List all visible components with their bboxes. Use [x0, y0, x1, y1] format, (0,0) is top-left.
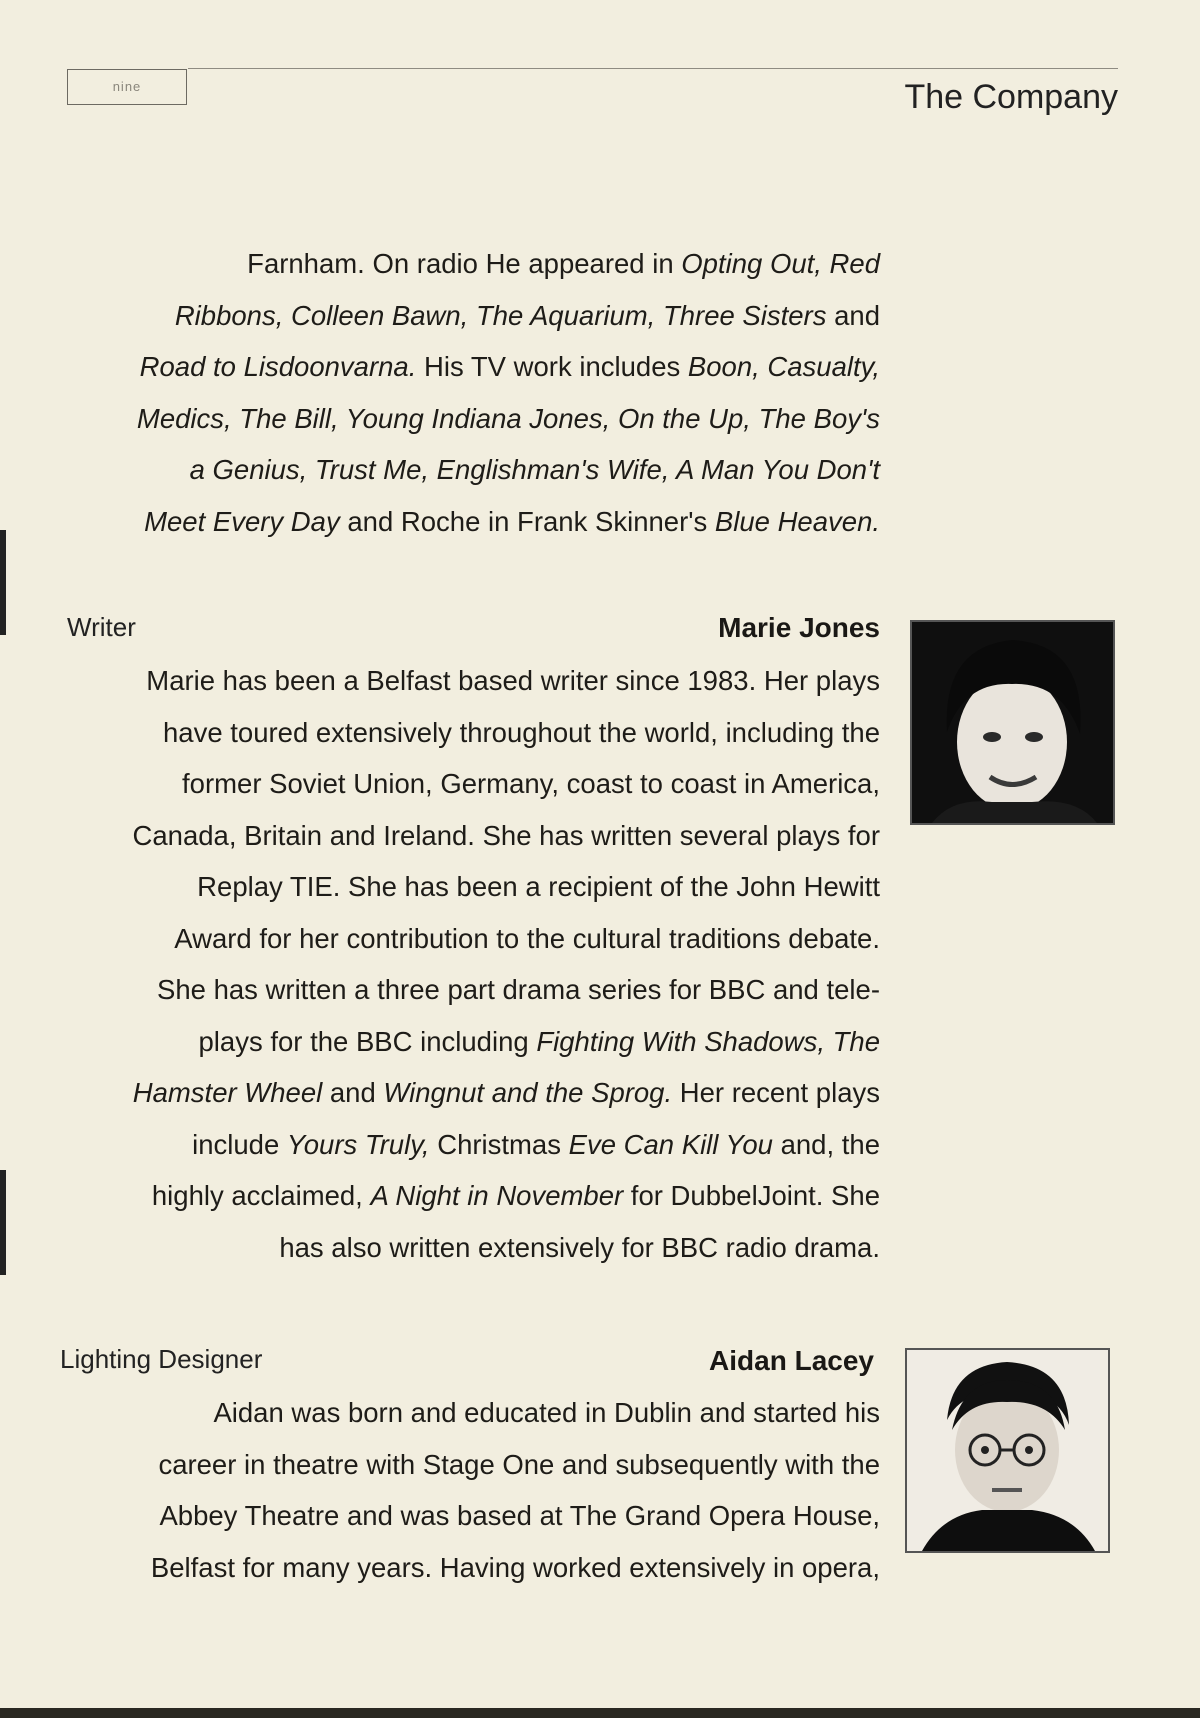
bio-line — [60, 1016, 880, 1068]
bio-text-segment: His TV work includes — [416, 351, 688, 382]
binding-mark — [0, 1170, 6, 1275]
bio-text-segment: She has written a three part drama series for BBC and tele- — [157, 974, 880, 1005]
bio-line — [60, 1439, 880, 1491]
italic-title-text: Opting Out, Red — [681, 248, 880, 279]
lighting-photo — [905, 1348, 1110, 1553]
bio-text-segment: Canada, Britain and Ireland. She has written several plays for — [132, 819, 880, 851]
lighting-role-label: Lighting Designer — [60, 1344, 263, 1374]
writer-role-label: Writer — [67, 612, 136, 642]
bio-text-segment: and Roche in Frank Skinner's — [339, 505, 715, 537]
lighting-portrait-image — [907, 1350, 1108, 1551]
bio-text-segment: Replay TIE. She has been a recipient of the John Hewitt — [197, 871, 880, 902]
bio-line — [60, 1170, 880, 1222]
bio-line — [60, 444, 880, 496]
italic-title-text: Road to Lisdoonvarna. — [139, 351, 417, 382]
bio-line — [60, 238, 880, 290]
page-bottom-edge — [0, 1708, 1200, 1718]
bio-line — [60, 1222, 880, 1274]
bio-line — [60, 913, 880, 965]
bio-text-segment: Aidan was born and educated in Dublin and started his — [213, 1397, 880, 1428]
bio-text-segment: Marie has been a Belfast based writer since 1983. Her plays — [146, 665, 880, 696]
bio-text-segment: and — [322, 1077, 384, 1108]
bio-text-segment: has also written extensively for BBC radio drama. — [279, 1231, 880, 1263]
bio-text-segment: career in theatre with Stage One and subsequently with the — [158, 1448, 880, 1480]
bio-line — [60, 1119, 880, 1171]
bio-text-segment: plays for the BBC including — [198, 1025, 537, 1057]
bio-text-segment: former Soviet Union, Germany, coast to coast in America, — [182, 768, 880, 799]
bio-text-segment: Christmas — [429, 1128, 569, 1160]
bio-line — [60, 964, 880, 1016]
bio-line — [60, 1387, 880, 1439]
writer-bio-text — [60, 655, 880, 1273]
bio-line — [60, 810, 880, 862]
bio-text-segment: Belfast for many years. Having worked extensively in opera, — [150, 1551, 880, 1583]
writer-photo — [910, 620, 1115, 825]
italic-title-text: Fighting With Shadows, The — [536, 1025, 880, 1057]
bio-line — [60, 393, 880, 445]
bio-line — [60, 341, 880, 393]
italic-title-text: Boon, Casualty, — [687, 351, 880, 382]
italic-title-text: a Genius, Trust Me, Englishman's Wife, A Man You Don't — [189, 454, 880, 485]
bio-text-segment: include — [192, 1128, 287, 1160]
bio-text-segment: have toured extensively throughout the world, including the — [163, 716, 880, 748]
italic-title-text: Blue Heaven. — [714, 505, 880, 537]
intro-bio-text — [60, 238, 880, 547]
italic-title-text: Yours Truly, — [286, 1128, 430, 1160]
bio-text-segment: Award for her contribution to the cultural traditions debate. — [174, 922, 880, 954]
running-head: The Company — [904, 78, 1118, 116]
bio-line — [60, 758, 880, 810]
header-rule — [188, 68, 1118, 69]
lighting-name: Aidan Lacey — [709, 1345, 874, 1376]
italic-title-text: Meet Every Day — [144, 505, 340, 537]
bio-text-segment: for DubbelJoint. She — [623, 1180, 880, 1211]
lighting-bio-text — [60, 1387, 880, 1593]
bio-line — [60, 655, 880, 707]
italic-title-text: Ribbons, Colleen Bawn, The Aquarium, Three Sisters — [174, 299, 827, 331]
bio-line — [60, 496, 880, 548]
binding-mark — [0, 530, 6, 635]
bio-line — [60, 1067, 880, 1119]
bio-text-segment: highly acclaimed, — [151, 1180, 371, 1211]
italic-title-text: A Night in November — [370, 1180, 624, 1211]
bio-line — [60, 1542, 880, 1594]
bio-line — [60, 861, 880, 913]
bio-text-segment: and — [826, 299, 880, 331]
bio-text-segment: and, the — [772, 1128, 880, 1160]
page-number-label: nine — [67, 69, 187, 105]
bio-text-segment: Abbey Theatre and was based at The Grand Opera House, — [159, 1500, 880, 1531]
bio-line — [60, 707, 880, 759]
italic-title-text: Wingnut and the Sprog. — [383, 1077, 673, 1108]
writer-portrait-image — [912, 622, 1113, 823]
italic-title-text: Medics, The Bill, Young Indiana Jones, On the Up, The Boy's — [136, 402, 880, 434]
bio-line — [60, 290, 880, 342]
italic-title-text: Eve Can Kill You — [568, 1128, 773, 1160]
writer-name: Marie Jones — [718, 612, 880, 643]
bio-text-segment: Her recent plays — [672, 1077, 880, 1108]
italic-title-text: Hamster Wheel — [132, 1077, 323, 1108]
bio-text-segment: Farnham. On radio He appeared in — [247, 248, 682, 279]
bio-line — [60, 1490, 880, 1542]
